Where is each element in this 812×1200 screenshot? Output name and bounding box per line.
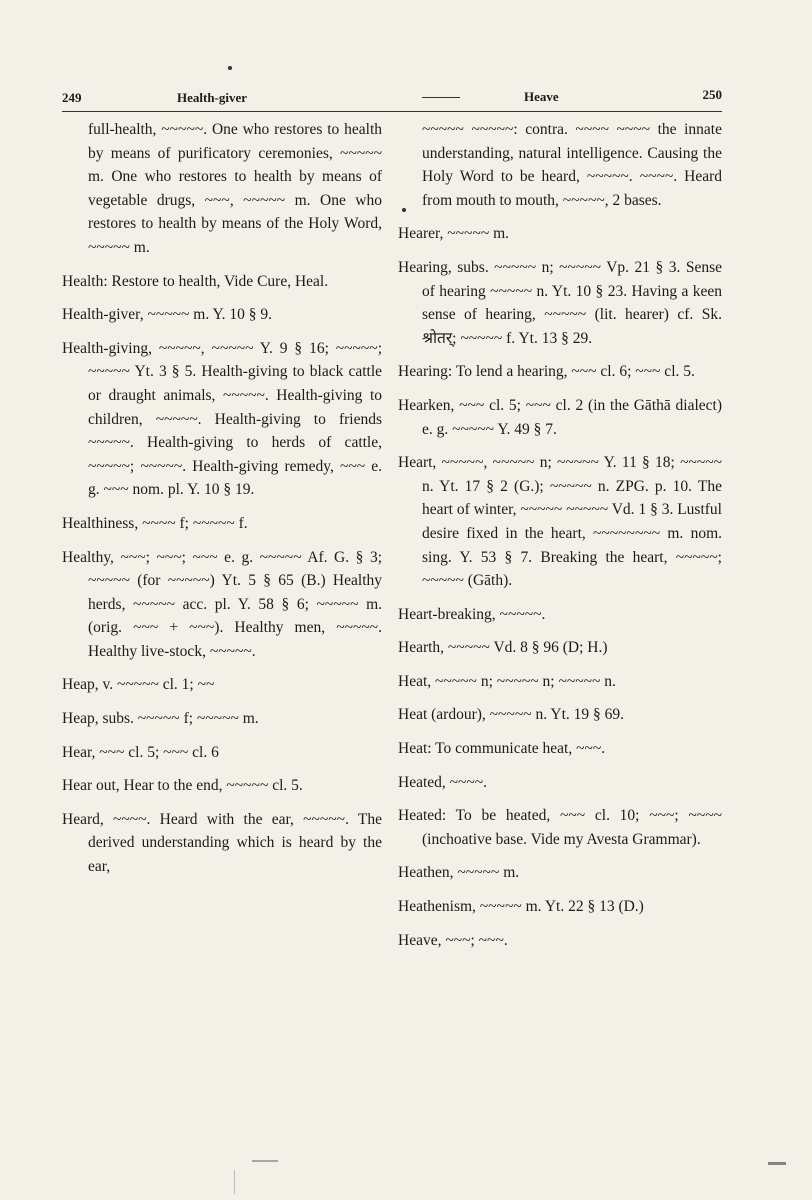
right-column <box>398 118 722 962</box>
dictionary-entry: Health-giving, ~~~~~, ~~~~~ Y. 9 § 16; ~~~~~; ~~~~~ Yt. 3 § 5. Health-giving to black cattle or draught animals, ~~~~~. Health-giving to children, ~~~~~. Health-giving to friends ~~~~~. Health-giving to herds of cattle, ~~~~~; ~~~~~. Health-giving remedy, ~~~ e. g. ~~~ nom. pl. Y. 10 § 19. <box>62 339 382 499</box>
dictionary-entry: Heated, ~~~~. <box>398 773 488 791</box>
scan-speck <box>234 1170 235 1194</box>
dictionary-entry: Heap, subs. ~~~~~ f; ~~~~~ m. <box>62 710 259 728</box>
dictionary-entry: Heat (ardour), ~~~~~ n. Yt. 19 § 69. <box>398 706 625 724</box>
dictionary-entry: Hearing, subs. ~~~~~ n; ~~~~~ Vp. 21 § 3. Sense of hearing ~~~~~ n. Yt. 10 § 23. Having a keen sense of hearing, ~~~~~ (lit. hearer) cf. Sk. श्रोतर्; ~~~~~ f. Yt. 13 § 29. <box>398 258 722 347</box>
dictionary-entry: Hear, ~~~ cl. 5; ~~~ cl. 6 <box>62 743 219 761</box>
left-column <box>62 118 382 889</box>
dictionary-entry: Heard, ~~~~. Heard with the ear, ~~~~~. The derived understanding which is heard by the ear, <box>62 810 382 876</box>
dictionary-entry: Heap, v. ~~~~~ cl. 1; ~~ <box>62 676 215 694</box>
right-page-number: 250 <box>702 87 722 102</box>
header-rule <box>62 111 722 112</box>
binding-dot <box>228 66 232 70</box>
scan-speck <box>252 1160 278 1162</box>
dictionary-entry: Hearing: To lend a hearing, ~~~ cl. 6; ~~~ cl. 5. <box>398 363 695 381</box>
dictionary-entry: Heat, ~~~~~ n; ~~~~~ n; ~~~~~ n. <box>398 672 616 690</box>
dictionary-entry: Health: Restore to health, Vide Cure, Heal. <box>62 272 329 290</box>
dictionary-entry: Hearer, ~~~~~ m. <box>398 225 510 243</box>
scan-speck <box>402 208 406 212</box>
scan-speck <box>768 1162 786 1165</box>
left-page-number: 249 <box>62 90 82 105</box>
header-divider <box>422 97 460 98</box>
page-header <box>62 84 722 108</box>
dictionary-entry: Health-giver, ~~~~~ m. Y. 10 § 9. <box>62 306 273 324</box>
dictionary-entry: Hear out, Hear to the end, ~~~~~ cl. 5. <box>62 777 303 795</box>
left-running-title: Health-giver <box>177 90 248 105</box>
dictionary-entry: Heart, ~~~~~, ~~~~~ n; ~~~~~ Y. 11 § 18; ~~~~~ n. Yt. 17 § 2 (G.); ~~~~~ n. ZPG. p. 10. The heart of winter, ~~~~~ ~~~~~ Vd. 1 § 3. Lustful desire fixed in the heart, ~~~~~~~~ m. nom. sing. Y. 53 § 7. Breaking the heart, ~~~~~; ~~~~~ (Gāth). <box>398 454 722 590</box>
dictionary-entry: Healthiness, ~~~~ f; ~~~~~ f. <box>62 514 248 532</box>
dictionary-entry: Hearth, ~~~~~ Vd. 8 § 96 (D; H.) <box>398 639 608 657</box>
dictionary-entry: Heated: To be heated, ~~~ cl. 10; ~~~; ~~~~ (inchoative base. Vide my Avesta Grammar). <box>398 807 722 848</box>
entry-continuation: ~~~~~ ~~~~~: contra. ~~~~ ~~~~ the innate understanding, natural intelligence. Causing the Holy Word to be heard, ~~~~~. ~~~~. Heard from mouth to mouth, ~~~~~, 2 bases. <box>422 121 722 209</box>
dictionary-entry: Heat: To communicate heat, ~~~. <box>398 740 606 758</box>
dictionary-entry: Heathenism, ~~~~~ m. Yt. 22 § 13 (D.) <box>398 898 644 916</box>
dictionary-entry: Heave, ~~~; ~~~. <box>398 931 508 949</box>
right-running-title: Heave <box>524 89 559 104</box>
dictionary-entry: Hearken, ~~~ cl. 5; ~~~ cl. 2 (in the Gāthā dialect) e. g. ~~~~~ Y. 49 § 7. <box>398 396 722 438</box>
entry-continuation: full-health, ~~~~~. One who restores to health by means of purificatory ceremonies, ~~~~~ m. One who restores to health by means of vegetable drugs, ~~~, ~~~~~ m. One who restores to health by means of the Holy Word, ~~~~~ m. <box>88 121 382 256</box>
dictionary-entry: Heathen, ~~~~~ m. <box>398 864 520 882</box>
dictionary-entry: Heart-breaking, ~~~~~. <box>398 605 546 623</box>
dictionary-entry: Healthy, ~~~; ~~~; ~~~ e. g. ~~~~~ Af. G. § 3; ~~~~~ (for ~~~~~) Yt. 5 § 65 (B.) Healthy herds, ~~~~~ acc. pl. Y. 58 § 6; ~~~~~ m. (orig. ~~~ + ~~~). Healthy men, ~~~~~. Healthy live-stock, ~~~~~. <box>62 548 382 660</box>
